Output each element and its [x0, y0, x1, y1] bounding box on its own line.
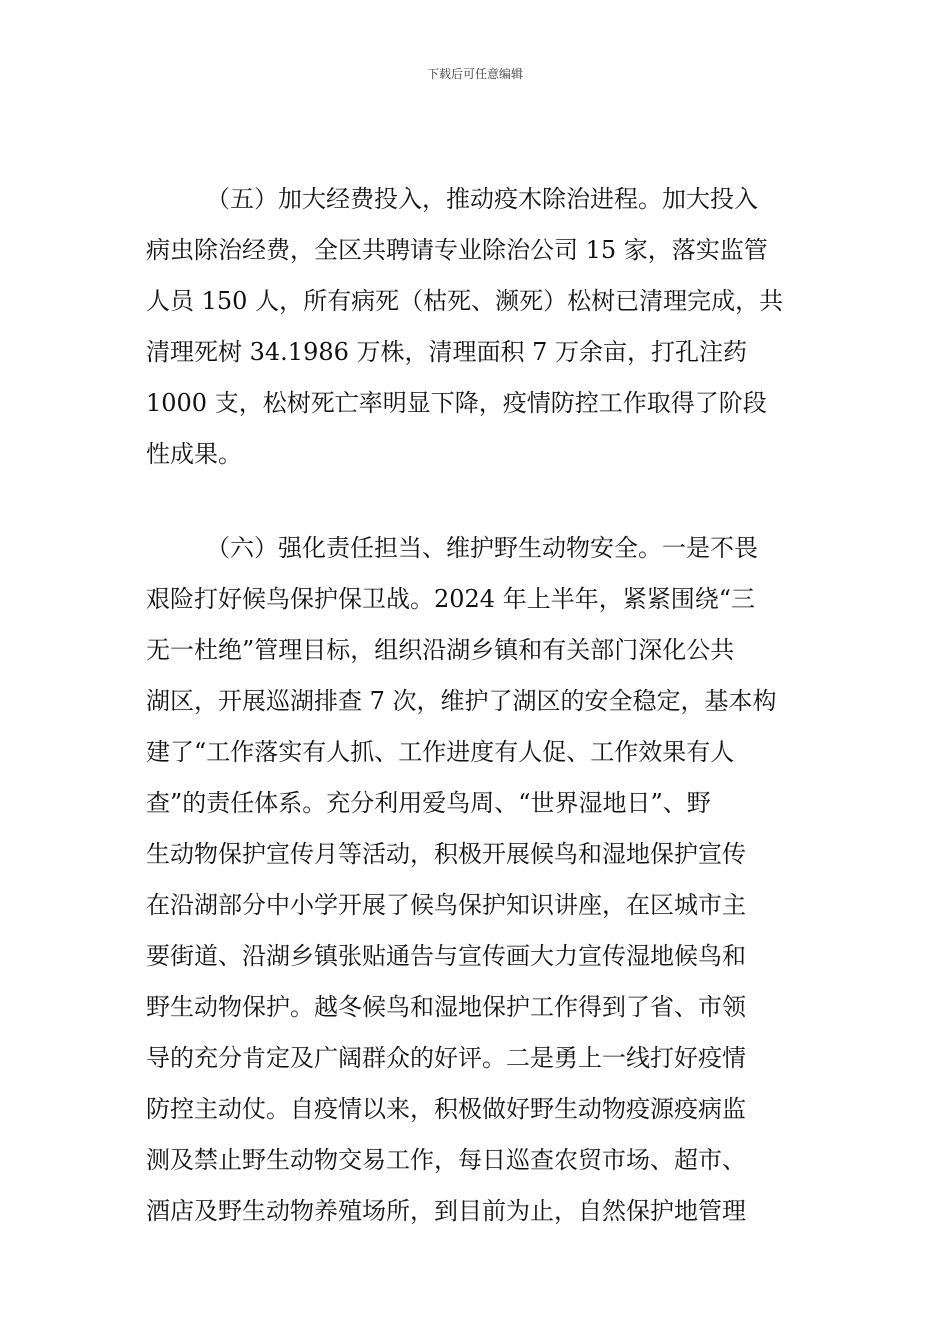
paragraph-line: 无一杜绝”管理目标，组织沿湖乡镇和有关部门深化公共: [146, 636, 735, 664]
paragraph-five: [146, 174, 806, 480]
paragraph-line: 要街道、沿湖乡镇张贴通告与宣传画大力宣传湿地候鸟和: [146, 942, 746, 970]
paragraph-line: 酒店及野生动物养殖场所，到目前为止，自然保护地管理: [146, 1197, 746, 1225]
paragraph-six: [146, 523, 806, 1237]
paragraph-line: 防控主动仗。自疫情以来，积极做好野生动物疫源疫病监: [146, 1095, 746, 1123]
paragraph-line: 野生动物保护。越冬候鸟和湿地保护工作得到了省、市领: [146, 993, 746, 1021]
paragraph-line: 病虫除治经费，全区共聘请专业除治公司 15 家，落实监管: [146, 236, 768, 264]
paragraph-line: 艰险打好候鸟保护保卫战。2024 年上半年，紧紧围绕“三: [146, 585, 755, 613]
paragraph-line: 人员 150 人，所有病死（枯死、濒死）松树已清理完成，共: [146, 287, 784, 315]
paragraph-line: （六）强化责任担当、维护野生动物安全。一是不畏: [206, 534, 758, 562]
header-note: 下载后可任意编辑: [426, 67, 523, 81]
paragraph-line: 1000 支，松树死亡率明显下降，疫情防控工作取得了阶段: [146, 389, 767, 417]
paragraph-line: 生动物保护宣传月等活动，积极开展候鸟和湿地保护宣传: [146, 840, 746, 868]
paragraph-line: 清理死树 34.1986 万株，清理面积 7 万余亩，打孔注药: [146, 338, 748, 366]
paragraph-line: 导的充分肯定及广阔群众的好评。二是勇上一线打好疫情: [146, 1044, 746, 1072]
paragraph-line: 性成果。: [146, 440, 242, 468]
paragraph-line: 测及禁止野生动物交易工作，每日巡查农贸市场、超市、: [146, 1146, 746, 1174]
paragraph-line: 建了“工作落实有人抓、工作进度有人促、工作效果有人: [146, 738, 735, 766]
paragraph-line: 查”的责任体系。充分利用爱鸟周、“世界湿地日”、野: [146, 789, 711, 817]
paragraph-line: 在沿湖部分中小学开展了候鸟保护知识讲座，在区城市主: [146, 891, 746, 919]
paragraph-line: （五）加大经费投入，推动疫木除治进程。加大投入: [206, 185, 758, 213]
paragraph-line: 湖区，开展巡湖排查 7 次，维护了湖区的安全稳定，基本构: [146, 687, 777, 715]
